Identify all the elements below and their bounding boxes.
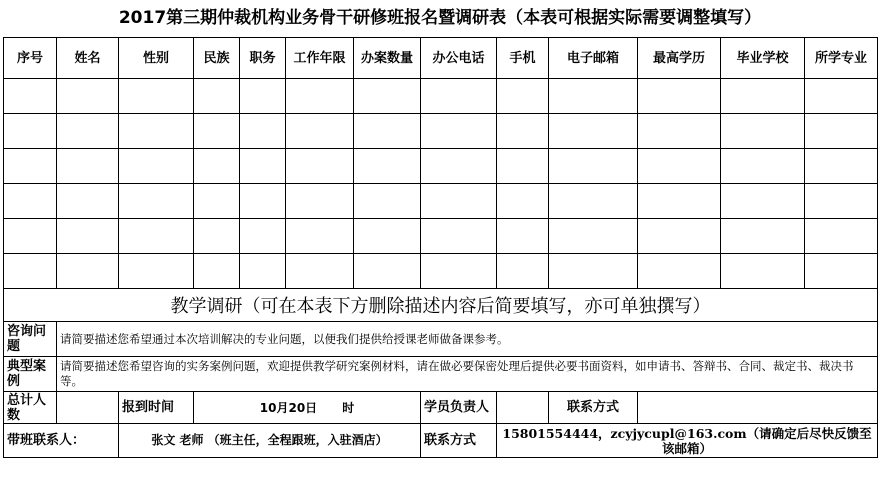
table-cell[interactable] <box>805 184 878 219</box>
table-cell[interactable] <box>805 114 878 149</box>
table-cell[interactable] <box>4 184 57 219</box>
table-cell[interactable] <box>286 219 354 254</box>
table-cell[interactable] <box>194 219 240 254</box>
table-cell[interactable] <box>57 114 119 149</box>
table-cell[interactable] <box>497 114 549 149</box>
col-header-office-phone: 办公电话 <box>421 38 497 79</box>
table-cell[interactable] <box>805 149 878 184</box>
table-cell[interactable] <box>549 254 638 289</box>
teacher-name: 张文 老师 （班主任，全程跟班，入驻酒店） <box>119 424 421 458</box>
table-cell[interactable] <box>240 219 286 254</box>
table-row <box>4 184 878 219</box>
col-header-ethnicity: 民族 <box>194 38 240 79</box>
table-cell[interactable] <box>119 114 194 149</box>
table-cell[interactable] <box>286 254 354 289</box>
table-row <box>4 254 878 289</box>
table-cell[interactable] <box>549 149 638 184</box>
table-cell[interactable] <box>497 184 549 219</box>
table-cell[interactable] <box>4 114 57 149</box>
teaching-research-heading-row <box>4 289 878 322</box>
case-text[interactable]: 请简要描述您希望咨询的实务案例问题，欢迎提供教学研究案例材料，请在做必要保密处理后提供必要书面资料，如申请书、答辩书、合同、裁定书、裁决书等。 <box>57 357 878 392</box>
table-cell[interactable] <box>57 184 119 219</box>
col-header-gender: 性别 <box>119 38 194 79</box>
table-cell[interactable] <box>57 149 119 184</box>
col-header-email: 电子邮箱 <box>549 38 638 79</box>
table-cell[interactable] <box>721 79 805 114</box>
class-contact-label: 带班联系人： <box>4 424 119 458</box>
col-header-position: 职务 <box>240 38 286 79</box>
table-row <box>4 219 878 254</box>
table-row <box>4 114 878 149</box>
table-cell[interactable] <box>57 219 119 254</box>
teaching-research-heading: 教学调研（可在本表下方删除描述内容后简要填写，亦可单独撰写） <box>4 289 878 322</box>
table-cell[interactable] <box>721 149 805 184</box>
table-cell[interactable] <box>240 114 286 149</box>
table-cell[interactable] <box>549 219 638 254</box>
table-row <box>4 149 878 184</box>
table-cell[interactable] <box>638 79 721 114</box>
table-cell[interactable] <box>421 149 497 184</box>
col-header-school: 毕业学校 <box>721 38 805 79</box>
case-row <box>4 357 878 392</box>
table-cell[interactable] <box>638 149 721 184</box>
table-cell[interactable] <box>549 79 638 114</box>
consult-text[interactable]: 请简要描述您希望通过本次培训解决的专业问题，以便我们提供给授课老师做备课参考。 <box>57 322 878 357</box>
table-cell[interactable] <box>721 114 805 149</box>
consult-label: 咨询问题 <box>4 322 57 357</box>
table-cell[interactable] <box>638 114 721 149</box>
table-cell[interactable] <box>286 149 354 184</box>
table-cell[interactable] <box>57 254 119 289</box>
table-cell[interactable] <box>497 219 549 254</box>
table-cell[interactable] <box>119 254 194 289</box>
table-cell[interactable] <box>549 184 638 219</box>
contact-info: 15801554444，zcyjycupl@163.com（请确定后尽快反馈至该邮箱） <box>497 424 878 458</box>
table-row <box>4 79 878 114</box>
table-cell[interactable] <box>119 184 194 219</box>
col-header-name: 姓名 <box>57 38 119 79</box>
registration-table <box>3 37 878 458</box>
table-cell[interactable] <box>4 219 57 254</box>
table-cell[interactable] <box>194 149 240 184</box>
contact-label-2: 联系方式 <box>421 424 497 458</box>
table-cell[interactable] <box>497 79 549 114</box>
total-value[interactable] <box>57 392 119 424</box>
table-cell[interactable] <box>805 254 878 289</box>
table-cell[interactable] <box>421 79 497 114</box>
table-cell[interactable] <box>354 149 421 184</box>
table-cell[interactable] <box>240 79 286 114</box>
student-rep-value[interactable] <box>497 392 549 424</box>
table-cell[interactable] <box>721 219 805 254</box>
header-row <box>4 38 878 79</box>
table-cell[interactable] <box>194 114 240 149</box>
table-cell[interactable] <box>119 79 194 114</box>
table-cell[interactable] <box>497 254 549 289</box>
table-cell[interactable] <box>354 219 421 254</box>
table-cell[interactable] <box>57 79 119 114</box>
contact-label: 联系方式 <box>549 392 638 424</box>
table-cell[interactable] <box>805 219 878 254</box>
table-cell[interactable] <box>119 219 194 254</box>
total-label: 总计人数 <box>4 392 57 424</box>
table-cell[interactable] <box>421 114 497 149</box>
table-cell[interactable] <box>497 149 549 184</box>
table-cell[interactable] <box>421 219 497 254</box>
col-header-work-years: 工作年限 <box>286 38 354 79</box>
table-cell[interactable] <box>721 184 805 219</box>
col-header-major: 所学专业 <box>805 38 878 79</box>
table-cell[interactable] <box>354 79 421 114</box>
table-cell[interactable] <box>638 184 721 219</box>
table-cell[interactable] <box>286 114 354 149</box>
arrival-label: 报到时间 <box>119 392 194 424</box>
table-cell[interactable] <box>421 254 497 289</box>
table-cell[interactable] <box>721 254 805 289</box>
table-cell[interactable] <box>194 79 240 114</box>
table-cell[interactable] <box>805 79 878 114</box>
contact-value-field[interactable] <box>638 392 878 424</box>
table-cell[interactable] <box>4 149 57 184</box>
table-cell[interactable] <box>286 79 354 114</box>
case-label: 典型案例 <box>4 357 57 392</box>
table-cell[interactable] <box>354 114 421 149</box>
table-cell[interactable] <box>240 254 286 289</box>
table-cell[interactable] <box>4 79 57 114</box>
summary-row <box>4 392 878 424</box>
col-header-case-count: 办案数量 <box>354 38 421 79</box>
table-cell[interactable] <box>638 254 721 289</box>
class-contact-row <box>4 424 878 458</box>
arrival-value[interactable]: 10月20日 时 <box>194 392 421 424</box>
table-cell[interactable] <box>240 184 286 219</box>
table-cell[interactable] <box>354 254 421 289</box>
table-cell[interactable] <box>240 149 286 184</box>
table-cell[interactable] <box>421 184 497 219</box>
table-cell[interactable] <box>194 254 240 289</box>
col-header-education: 最高学历 <box>638 38 721 79</box>
col-header-index: 序号 <box>4 38 57 79</box>
student-rep-label: 学员负责人 <box>421 392 497 424</box>
form-title: 2017第三期仲裁机构业务骨干研修班报名暨调研表（本表可根据实际需要调整填写） <box>118 8 762 28</box>
table-cell[interactable] <box>549 114 638 149</box>
table-cell[interactable] <box>4 254 57 289</box>
table-cell[interactable] <box>638 219 721 254</box>
col-header-mobile: 手机 <box>497 38 549 79</box>
table-cell[interactable] <box>354 184 421 219</box>
table-cell[interactable] <box>194 184 240 219</box>
consult-row <box>4 322 878 357</box>
table-cell[interactable] <box>286 184 354 219</box>
table-cell[interactable] <box>119 149 194 184</box>
